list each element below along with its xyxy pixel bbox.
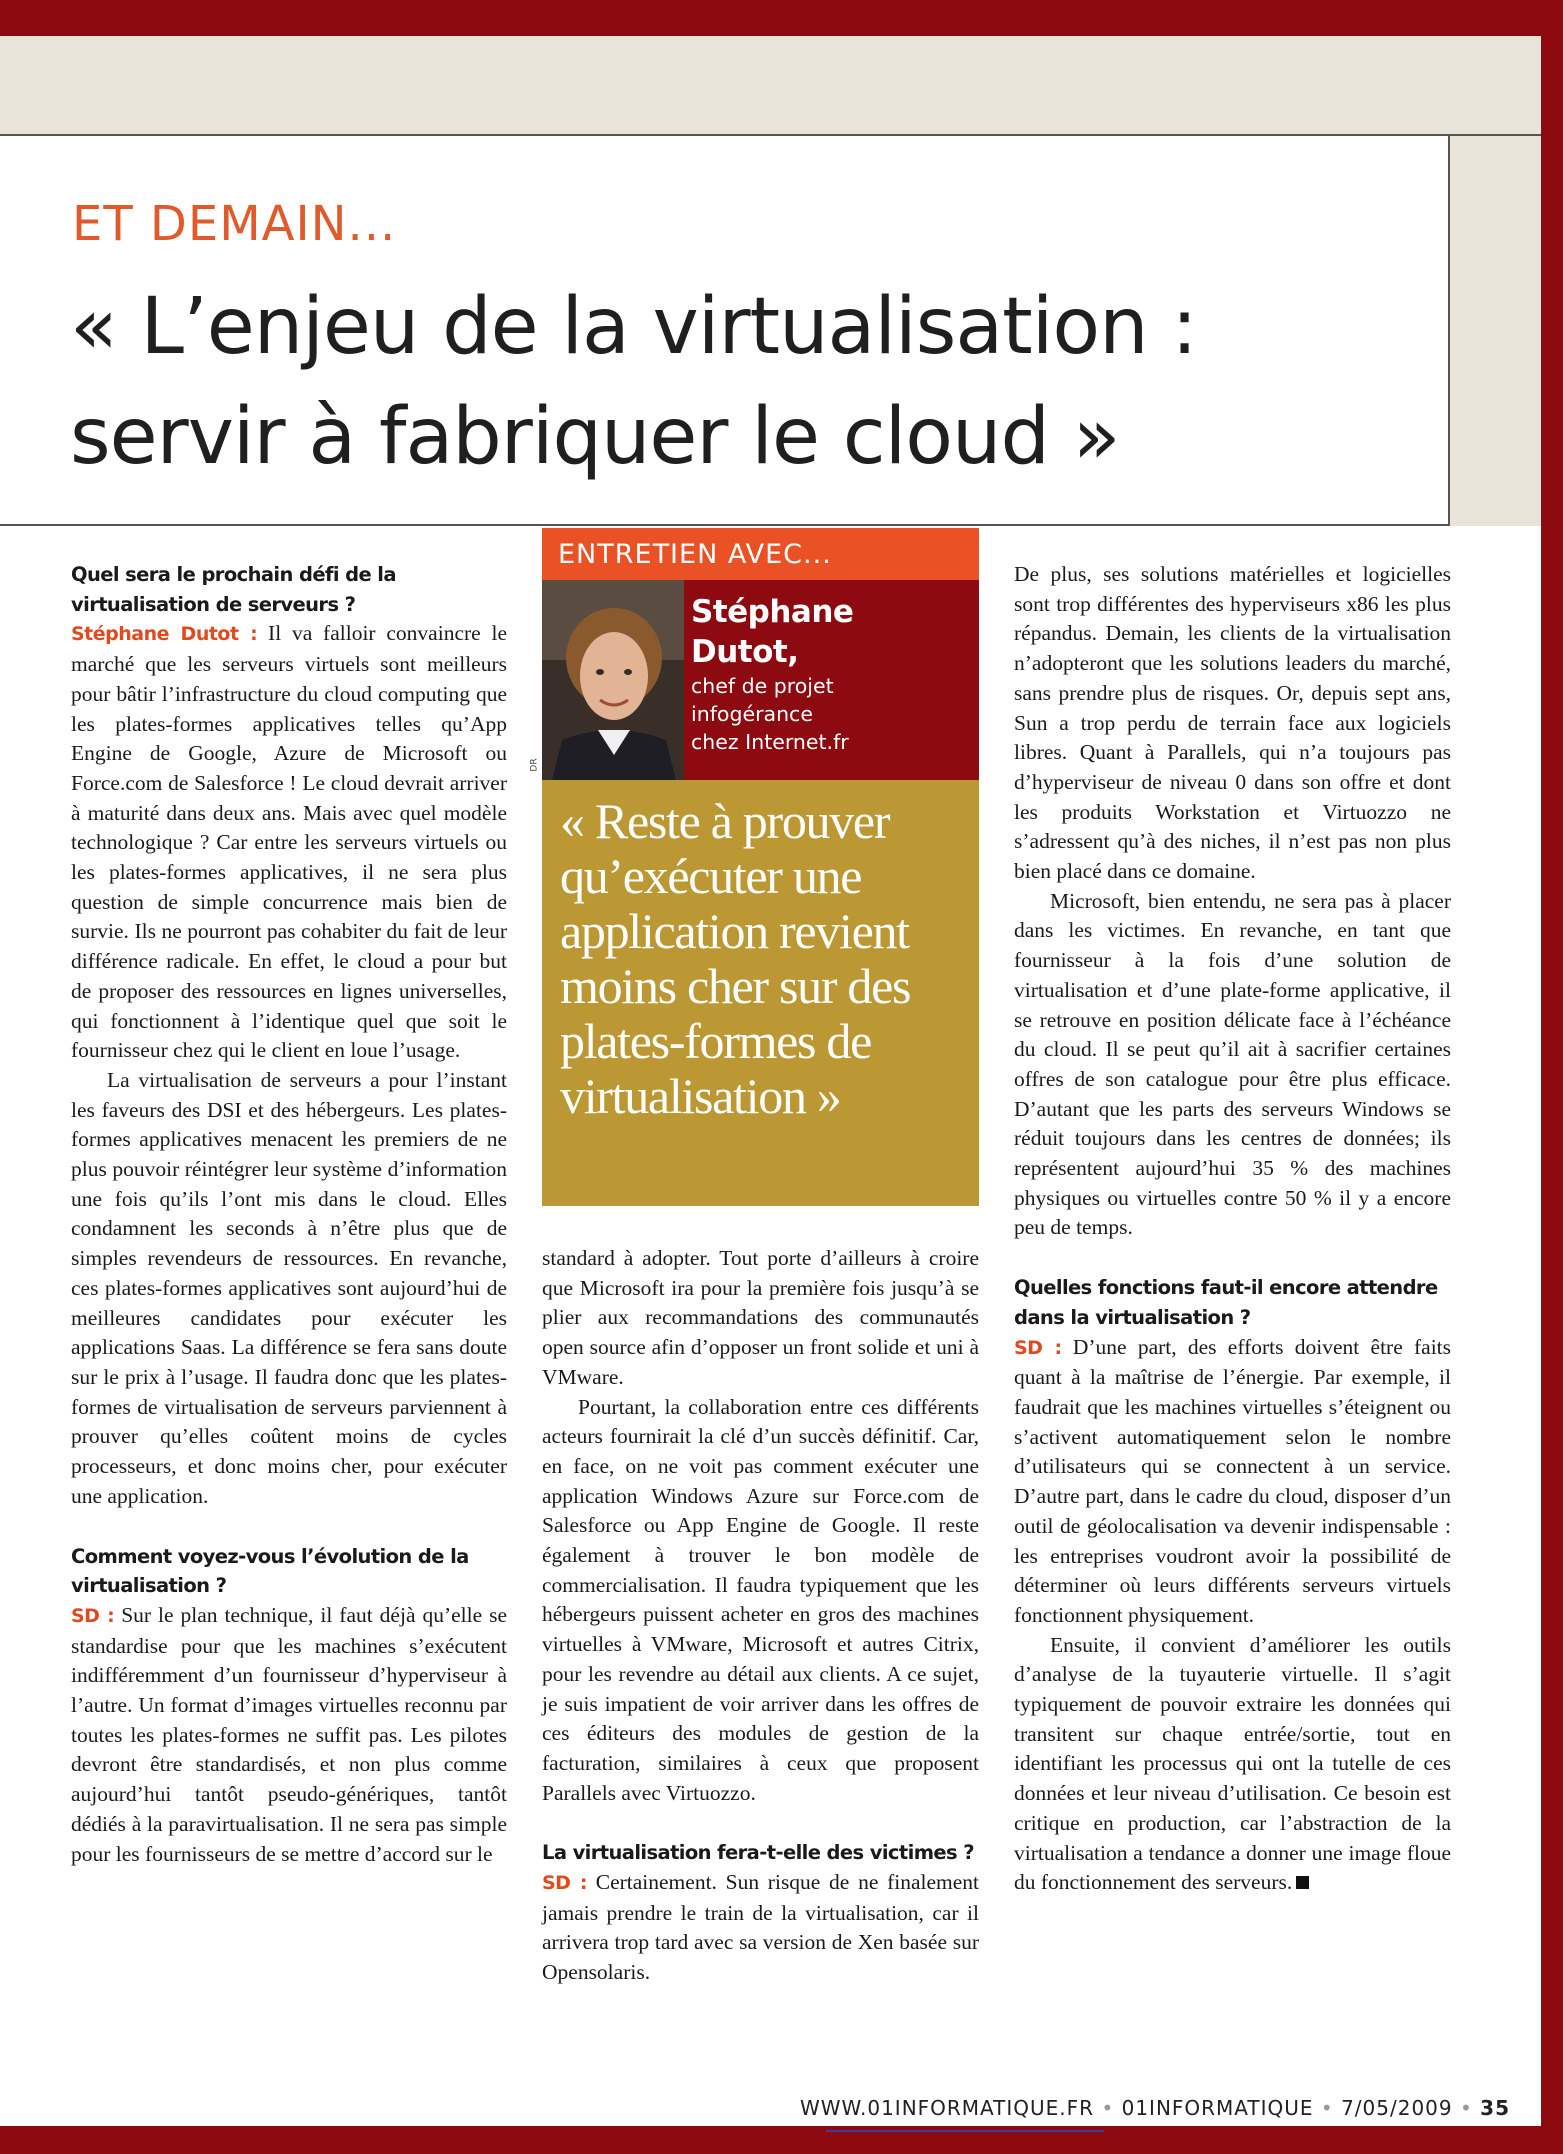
question-2: Comment voyez-vous l’évolution de la virtualisation ? [71, 1544, 469, 1598]
role-line-1: chef de projet [691, 674, 834, 698]
speaker-label: SD : [542, 1872, 588, 1895]
footer-site-link[interactable]: WWW.01INFORMATIQUE.FR [799, 2096, 1095, 2120]
answer-2-para-3: Pourtant, la collaboration entre ces différents acteurs fournirait la clé d’un succès définitif. Car, en face, on ne voit pas comment exécuter une application Windows Azure sur Force.com de Salesforce ou App Engine de Google. Il reste également à trouver le bon modèle de commercialisation. Il faudra typiquement que les hébergeurs puissent acheter en gros des machines virtuelles à VMware, Microsoft et autres Citrix, pour les revendre au détail aux clients. A ce sujet, je suis impatient de voir arriver dans les offres de ces éditeurs des modules de gestion de la facturation, similaires à ceux que proposent Parallels avec Virtuozzo. [542, 1394, 979, 1805]
answer-3-text: Certainement. Sun risque de ne finalement jamais prendre le train de la virtualisation, car il arrivera trop tard avec sa version de Xen basée sur Opensolaris. [542, 1870, 980, 1985]
speaker-label: SD : [71, 1604, 115, 1627]
answer-4-text-2: Ensuite, il convient d’améliorer les outils d’analyse de la tuyauterie virtuelle. Il s’agit typiquement de pouvoir extraire les données qui transitent sur chaque entrée/sortie, tout en identifiant les processus qui ont la tutelle de ces données et leur niveau d’utilisation. Ce besoin est critique en production, car l’abstraction de la virtualisation a tendance a donner une image floue du fonctionnement des serveurs. [1014, 1632, 1451, 1895]
interviewee-card [684, 580, 979, 780]
question-1: Quel sera le prochain défi de la virtualisation de serveurs ? [71, 563, 396, 616]
article-column-1 [71, 560, 507, 1869]
separator-dot-icon: • [1101, 2096, 1115, 2120]
answer-3-para-1 [542, 1868, 979, 1988]
right-band [1450, 136, 1541, 526]
interviewee-name: Stéphane Dutot, [691, 594, 854, 670]
answer-2-text: Sur le plan technique, il faut déjà qu’elle se standardise pour que les machines s’exécutent indifféremment d’un fournisseur d’hyperviseur à l’autre. Un format d’images virtuelles reconnu par toutes les plates-formes ne suffit pas. Les pilotes devront être standardisés, et non plus comme aujourd’hui tantôt pseudo-génériques, tantôt dédiés à la paravirtualisation. Il ne sera pas simple pour les fournisseurs de se mettre d’accord sur le [71, 1602, 508, 1866]
section-kicker: ET DEMAIN... [72, 196, 397, 252]
end-mark-icon [1296, 1876, 1309, 1889]
photo-credit: DR [529, 758, 540, 772]
footer-magazine: 01INFORMATIQUE [1121, 2096, 1314, 2120]
answer-1-text: Il va falloir convaincre le marché que les serveurs virtuels sont meilleurs pour bâtir l’infrastructure du cloud computing que les plates-formes applicatives telles qu’App Engine de Google, Azure de Microsoft ou Force.com de Salesforce ! Le cloud devrait arriver à maturité dans deux ans. Mais avec quel modèle technologique ? Car entre les serveurs virtuels ou les plates-formes applicatives, il ne sera plus question de simple concurrence mais bien de survie. Ils ne pourront pas cohabiter du fait de leur différence radicale. En effet, le cloud a pour but de proposer des ressources en lignes universelles, qui fonctionnent à l’identique quel que soit le fournisseur chez qui le client en loue l’usage. [71, 621, 508, 1063]
answer-4-text: D’une part, des efforts doivent être faits quant à la maîtrise de l’énergie. Par exemple, il faudrait que les machines virtuelles s’éteignent ou s’activent automatiquement selon le nombre d’utilisateurs qui se connectent à un service. D’autre part, dans le cadre du cloud, disposer d’un outil de géolocalisation va devenir indispensable : les entreprises voudront avoir la possibilité de déterminer où leurs différents serveurs virtuels fonctionnent physiquement. [1014, 1334, 1452, 1627]
article-column-2 [542, 1244, 979, 1988]
top-band [0, 36, 1541, 136]
speaker-label: Stéphane Dutot : [71, 623, 258, 646]
question-4: Quelles fonctions faut-il encore attendre dans la virtualisation ? [1014, 1276, 1438, 1329]
answer-2-para-2: standard à adopter. Tout porte d’ailleurs à croire que Microsoft ira pour la première fois jusqu’à se plier aux recommandations des communautés open source afin d’opposer un front solide et uni à VMware. [542, 1246, 979, 1389]
interview-label: ENTRETIEN AVEC... [542, 528, 979, 580]
interviewee-role [691, 672, 891, 756]
article-column-3 [1014, 560, 1451, 1898]
footer-link-underline [826, 2130, 1104, 2132]
portrait-photo [542, 580, 684, 780]
page-footer [800, 2096, 1510, 2120]
answer-4-para-2 [1014, 1631, 1451, 1898]
answer-1-para-1 [71, 619, 507, 1066]
speaker-label: SD : [1014, 1336, 1062, 1359]
role-line-3: chez Internet.fr [691, 730, 849, 754]
page-number: 35 [1480, 2096, 1510, 2120]
footer-date: 7/05/2009 [1341, 2096, 1453, 2120]
answer-2-para-1 [71, 1601, 507, 1869]
page-title [70, 272, 1430, 492]
separator-dot-icon: • [1460, 2096, 1473, 2120]
answer-3-para-3: Microsoft, bien entendu, ne sera pas à placer dans les victimes. En revanche, en tant que fournisseur à la fois d’une solution de virtualisation et d’une plate-forme applicative, il se retrouve en position délicate face à l’échéance du cloud. Il se peut qu’il ait à sacrifier certaines offres de son catalogue pour être plus efficace. D’autant que les parts des serveurs Windows se réduit toujours dans les centres de données; ils représentent aujourd’hui 35 % des machines physiques ou virtuelles contre 50 % il y a encore peu de temps. [1014, 888, 1451, 1240]
title-line-1: « L’enjeu de la virtualisation : [70, 282, 1197, 372]
title-line-2: servir à fabriquer le cloud » [70, 392, 1120, 482]
role-line-2: infogérance [691, 702, 813, 726]
answer-3-para-2: De plus, ses solutions matérielles et logicielles sont trop différentes des hyperviseurs x86 les plus répandus. Demain, les clients de la virtualisation n’adopteront que les solutions leaders du marché, sans prendre plus de risques. Or, depuis sept ans, Sun a trop perdu de terrain face aux logiciels libres. Quant à Parallels, qui n’a toujours pas d’hyperviseur de niveau 0 dans son offre et dont les produits Workstation et Virtuozzo ne s’adressent qu’à des niches, il n’est pas non plus bien placé dans ce domaine. [1014, 562, 1451, 884]
pull-quote: « Reste à prouver qu’exécuter une application revient moins cher sur des plates-formes de virtualisation » [542, 780, 979, 1206]
answer-1-para-2: La virtualisation de serveurs a pour l’instant les faveurs des DSI et des hébergeurs. Les plates-formes applicatives menacent les premiers de ne plus pouvoir réintégrer leur système d’information une fois qu’ils l’ont mis dans le cloud. Elles condamnent les seconds à n’être plus que de simples revendeurs de ressources. En revanche, ces plates-formes applicatives sont aujourd’hui de meilleures candidates pour exécuter les applications Saas. La différence se fera sans doute sur le prix à l’usage. Il faudra donc que les plates-formes de virtualisation de serveurs parviennent à prouver qu’elles coûtent moins de cycles processeurs, et donc moins cher, pour exécuter une application. [71, 1067, 507, 1508]
answer-4-para-1 [1014, 1333, 1451, 1631]
separator-dot-icon: • [1320, 2096, 1334, 2120]
question-3: La virtualisation fera-t-elle des victimes ? [542, 1841, 974, 1865]
portrait-illustration [542, 580, 684, 780]
